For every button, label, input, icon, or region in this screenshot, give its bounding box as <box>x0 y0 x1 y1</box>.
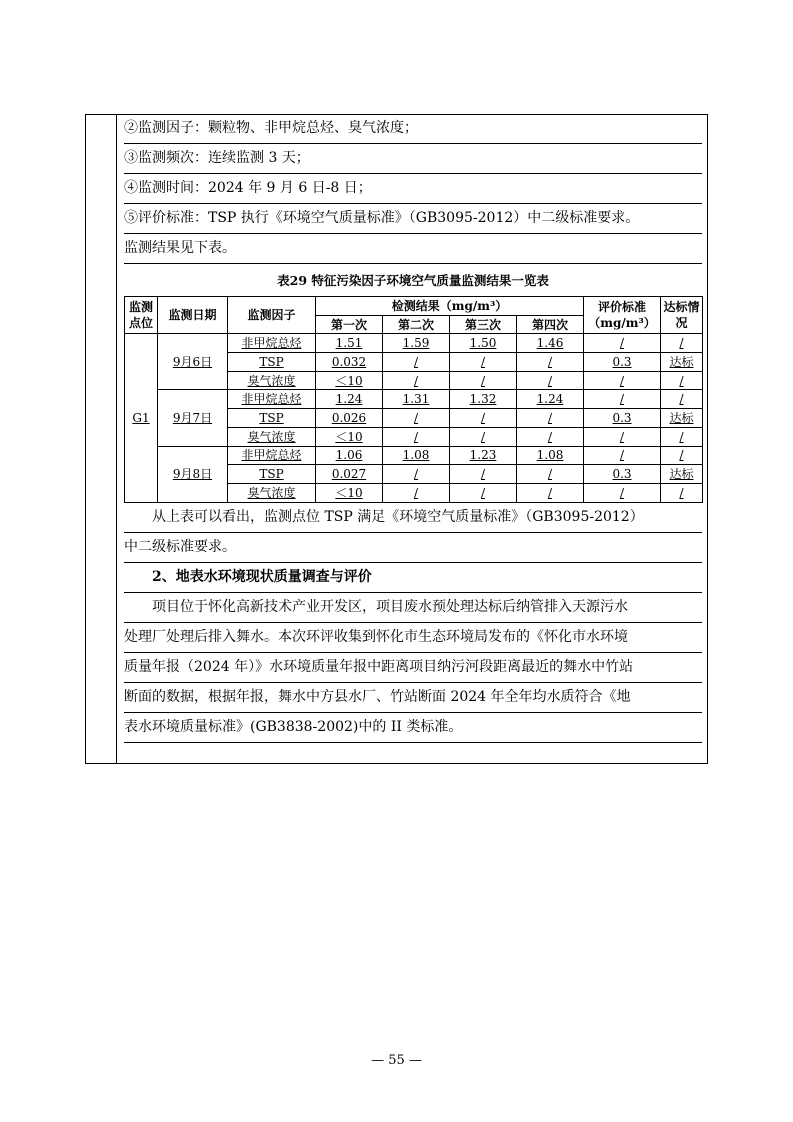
table-caption: 表29 特征污染因子环境空气质量监测结果一览表 <box>277 273 549 288</box>
header-standard: 评价标准（mg/m³） <box>584 297 661 334</box>
point-cell: G1 <box>125 334 158 502</box>
compliance-cell: / <box>661 483 703 502</box>
conclusion-line-2: 中二级标准要求。 <box>124 533 702 563</box>
date-cell: 9月7日 <box>158 390 228 446</box>
factor-cell: TSP <box>228 409 316 428</box>
value-cell: / <box>450 483 517 502</box>
value-cell: 1.06 <box>316 446 383 465</box>
value-cell: 0.027 <box>316 465 383 484</box>
value-cell: 1.24 <box>517 390 584 409</box>
intro-line-3: ④监测时间：2024 年 9 月 6 日-8 日； <box>124 174 702 204</box>
standard-cell: / <box>584 334 661 353</box>
value-cell: ＜10 <box>316 483 383 502</box>
standard-cell: 0.3 <box>584 465 661 484</box>
conclusion-line-1: 从上表可以看出，监测点位 TSP 满足《环境空气质量标准》（GB3095-2012） <box>124 503 702 533</box>
compliance-cell: 达标 <box>661 353 703 372</box>
header-round-3: 第三次 <box>450 315 517 334</box>
section-2-line-4: 断面的数据，根据年报，舞水中方县水厂、竹站断面 2024 年全年均水质符合《地 <box>124 683 702 713</box>
compliance-cell: 达标 <box>661 409 703 428</box>
factor-cell: 非甲烷总烃 <box>228 334 316 353</box>
value-cell: / <box>383 353 450 372</box>
monitoring-table <box>124 296 703 503</box>
standard-cell: 0.3 <box>584 409 661 428</box>
value-cell: / <box>383 483 450 502</box>
section-2-line-1: 项目位于怀化高新技术产业开发区，项目废水预处理达标后纳管排入天源污水 <box>124 593 702 623</box>
header-point: 监测点位 <box>125 297 158 334</box>
value-cell: / <box>383 409 450 428</box>
standard-cell: 0.3 <box>584 353 661 372</box>
factor-cell: 臭气浓度 <box>228 483 316 502</box>
content-area <box>124 114 702 743</box>
value-cell: / <box>517 409 584 428</box>
value-cell: / <box>517 465 584 484</box>
factor-cell: TSP <box>228 465 316 484</box>
header-round-2: 第二次 <box>383 315 450 334</box>
intro-line-5: 监测结果见下表。 <box>124 234 702 264</box>
value-cell: / <box>517 353 584 372</box>
value-cell: / <box>517 427 584 446</box>
standard-cell: / <box>584 446 661 465</box>
value-cell: / <box>450 465 517 484</box>
compliance-cell: / <box>661 334 703 353</box>
page-number: — 55 — <box>371 1053 422 1068</box>
header-date: 监测日期 <box>158 297 228 334</box>
header-result: 检测结果（mg/m³） <box>316 297 584 316</box>
value-cell: / <box>450 409 517 428</box>
value-cell: / <box>450 371 517 390</box>
value-cell: / <box>383 427 450 446</box>
value-cell: ＜10 <box>316 427 383 446</box>
date-cell: 9月8日 <box>158 446 228 502</box>
section-2-line-3: 质量年报（2024 年）》水环境质量年报中距离项目纳污河段距离最近的舞水中竹站 <box>124 653 702 683</box>
table-row <box>125 390 703 409</box>
value-cell: 1.08 <box>383 446 450 465</box>
table-row <box>125 446 703 465</box>
standard-cell: / <box>584 371 661 390</box>
standard-cell: / <box>584 483 661 502</box>
factor-cell: TSP <box>228 353 316 372</box>
value-cell: / <box>517 483 584 502</box>
factor-cell: 非甲烷总烃 <box>228 446 316 465</box>
section-2-title: 2、地表水环境现状质量调查与评价 <box>124 563 702 593</box>
compliance-cell: 达标 <box>661 465 703 484</box>
compliance-cell: / <box>661 427 703 446</box>
value-cell: / <box>450 427 517 446</box>
value-cell: / <box>383 465 450 484</box>
value-cell: 0.032 <box>316 353 383 372</box>
header-factor: 监测因子 <box>228 297 316 334</box>
intro-line-2: ③监测频次：连续监测 3 天； <box>124 144 702 174</box>
standard-cell: / <box>584 390 661 409</box>
value-cell: 1.08 <box>517 446 584 465</box>
header-round-4: 第四次 <box>517 315 584 334</box>
value-cell: 1.23 <box>450 446 517 465</box>
value-cell: 1.31 <box>383 390 450 409</box>
table-row <box>125 334 703 353</box>
value-cell: / <box>450 353 517 372</box>
compliance-cell: / <box>661 446 703 465</box>
value-cell: 1.46 <box>517 334 584 353</box>
header-compliance: 达标情况 <box>661 297 703 334</box>
factor-cell: 非甲烷总烃 <box>228 390 316 409</box>
section-2-line-2: 处理厂处理后排入舞水。本次环评收集到怀化市生态环境局发布的《怀化市水环境 <box>124 623 702 653</box>
date-cell: 9月6日 <box>158 334 228 390</box>
value-cell: 1.51 <box>316 334 383 353</box>
value-cell: 1.50 <box>450 334 517 353</box>
section-2-line-5: 表水环境质量标准》(GB3838-2002)中的 II 类标准。 <box>124 713 702 743</box>
value-cell: / <box>517 371 584 390</box>
value-cell: / <box>383 371 450 390</box>
compliance-cell: / <box>661 371 703 390</box>
value-cell: ＜10 <box>316 371 383 390</box>
value-cell: 0.026 <box>316 409 383 428</box>
intro-line-1: ②监测因子：颗粒物、非甲烷总烃、臭气浓度； <box>124 114 702 144</box>
compliance-cell: / <box>661 390 703 409</box>
intro-line-4: ⑤评价标准：TSP 执行《环境空气质量标准》（GB3095-2012）中二级标准要求。 <box>124 204 702 234</box>
header-round-1: 第一次 <box>316 315 383 334</box>
column-divider <box>116 114 117 764</box>
value-cell: 1.24 <box>316 390 383 409</box>
factor-cell: 臭气浓度 <box>228 371 316 390</box>
standard-cell: / <box>584 427 661 446</box>
value-cell: 1.32 <box>450 390 517 409</box>
factor-cell: 臭气浓度 <box>228 427 316 446</box>
value-cell: 1.59 <box>383 334 450 353</box>
